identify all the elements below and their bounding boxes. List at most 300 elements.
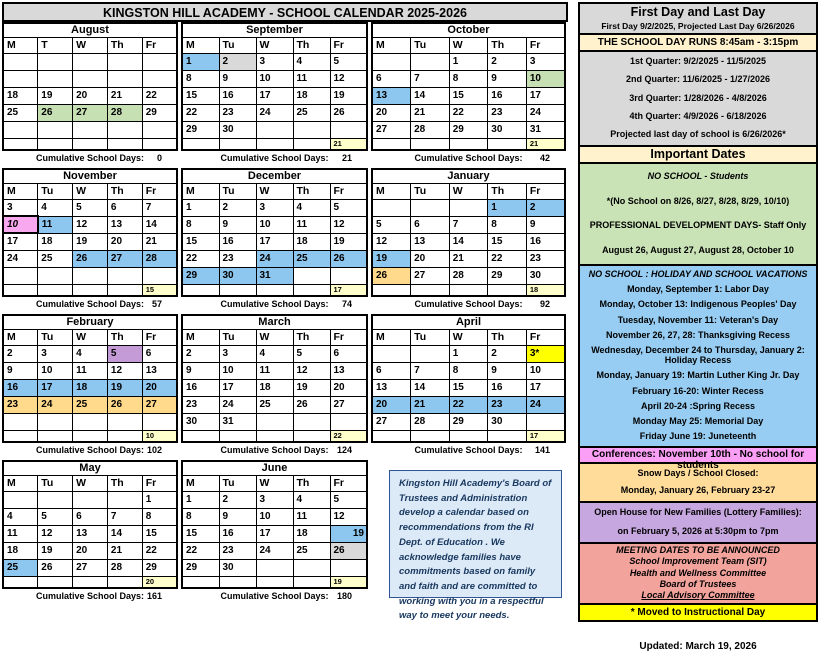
weekday-header: M: [372, 183, 411, 199]
footer-cell: [411, 138, 450, 150]
day-cell: [142, 53, 177, 70]
weekday-header: Tu: [38, 475, 73, 491]
day-cell: 15: [182, 233, 219, 250]
footer-cell: [449, 284, 488, 296]
cumulative-label: Cumulative School Days:: [414, 299, 523, 309]
weekday-header: Fr: [330, 475, 367, 491]
day-cell: [38, 413, 73, 430]
cumulative-days: [181, 299, 368, 312]
day-cell: [411, 199, 450, 216]
day-cell: [38, 70, 73, 87]
month-may: [2, 460, 178, 604]
footer-cell: [3, 430, 38, 442]
weekday-header: W: [449, 183, 488, 199]
sidebar-line: Board of Trustees: [659, 578, 737, 589]
day-cell: 25: [293, 542, 330, 559]
sidebar-line: February 16-20: Winter Recess: [632, 385, 764, 396]
sidebar-line: Important Dates: [650, 147, 746, 161]
weekday-header: Fr: [526, 37, 565, 53]
day-cell: 9: [488, 70, 527, 87]
school-days-count-cell: [142, 138, 177, 150]
day-cell: 5: [107, 345, 142, 362]
day-cell: [293, 121, 330, 138]
day-cell: 25: [73, 396, 108, 413]
sidebar-line: Snow Days / School Closed:: [637, 467, 759, 478]
day-cell: 29: [182, 559, 219, 576]
day-cell: [3, 70, 38, 87]
day-cell: 11: [73, 362, 108, 379]
day-cell: 1: [142, 491, 177, 508]
month-table: [181, 460, 368, 589]
day-cell: 27: [372, 121, 411, 138]
cumulative-label: Cumulative School Days:: [414, 445, 523, 455]
weekday-header: W: [73, 183, 108, 199]
weekday-header: Th: [488, 37, 527, 53]
day-cell: 13: [372, 379, 411, 396]
weekday-header: Tu: [219, 37, 256, 53]
calendar-area: [2, 2, 568, 622]
cumulative-days: [371, 299, 566, 312]
footer-cell: [107, 576, 142, 588]
weekday-header: Tu: [411, 183, 450, 199]
day-cell: 17: [526, 379, 565, 396]
day-cell: 14: [142, 216, 177, 233]
day-cell: 23: [219, 250, 256, 267]
day-cell: 18: [3, 542, 38, 559]
month-table: [2, 460, 178, 589]
day-cell: [142, 267, 177, 284]
day-cell: 2: [488, 53, 527, 70]
page-title: KINGSTON HILL ACADEMY - SCHOOL CALENDAR 2025-2026: [2, 2, 568, 22]
cumulative-label: Cumulative School Days:: [35, 445, 145, 455]
day-cell: 18: [293, 233, 330, 250]
day-cell: 19: [38, 87, 73, 104]
sidebar-section-school-day: [580, 35, 816, 52]
day-cell: 24: [256, 250, 293, 267]
day-cell: 9: [219, 216, 256, 233]
day-cell: 21: [449, 250, 488, 267]
day-cell: [107, 121, 142, 138]
day-cell: 2: [219, 53, 256, 70]
day-cell: 29: [449, 121, 488, 138]
weekday-header: T: [38, 37, 73, 53]
footer-cell: [73, 284, 108, 296]
day-cell: 15: [449, 87, 488, 104]
weekday-header: Th: [107, 183, 142, 199]
cumulative-days: [2, 445, 178, 458]
day-cell: 3: [256, 491, 293, 508]
month-title: April: [372, 315, 565, 329]
sidebar-line: Monday May 25: Memorial Day: [632, 416, 764, 427]
day-cell: 12: [330, 508, 367, 525]
sidebar-line: 1st Quarter: 9/2/2025 - 11/5/2025: [629, 56, 767, 67]
day-cell: 18: [293, 525, 330, 542]
school-days-count-cell: 21: [526, 138, 565, 150]
day-cell: 30: [488, 121, 527, 138]
sidebar-section-no-school-students: [580, 164, 816, 266]
day-cell: 8: [449, 70, 488, 87]
day-cell: 8: [488, 216, 527, 233]
sidebar-line: November 26, 27, 28: Thanksgiving Recess: [605, 329, 791, 340]
day-cell: 2: [3, 345, 38, 362]
sidebar-section-meetings: [580, 544, 816, 605]
weekday-header: M: [3, 183, 38, 199]
day-cell: 4: [293, 199, 330, 216]
day-cell: 13: [142, 362, 177, 379]
footer-cell: [372, 284, 411, 296]
sidebar-line: Tuesday, November 11: Veteran's Day: [617, 314, 779, 325]
cumulative-value: 102: [146, 445, 162, 455]
day-cell: 21: [142, 233, 177, 250]
footer-cell: [293, 138, 330, 150]
day-cell: 1: [182, 53, 219, 70]
day-cell: [372, 53, 411, 70]
month-november: [2, 168, 178, 312]
month-title: November: [3, 169, 177, 183]
sidebar-line: First Day and Last Day: [630, 4, 766, 19]
day-cell: 30: [219, 559, 256, 576]
day-cell: 14: [411, 379, 450, 396]
day-cell: 12: [38, 525, 73, 542]
sidebar-line: *(No School on 8/26, 8/27, 8/28, 8/29, 10/10): [606, 195, 790, 206]
weekday-header: W: [256, 329, 293, 345]
cumulative-value: 92: [539, 299, 550, 309]
month-title: August: [3, 23, 177, 37]
weekday-header: Fr: [142, 37, 177, 53]
day-cell: 19: [73, 233, 108, 250]
cumulative-days: [181, 591, 368, 604]
day-cell: 16: [219, 525, 256, 542]
sidebar-line: NO SCHOOL - Students: [647, 171, 749, 182]
cumulative-value: 161: [146, 591, 162, 601]
day-cell: [3, 53, 38, 70]
day-cell: 27: [411, 267, 450, 284]
sidebar-line: Health and Wellness Committee: [629, 567, 767, 578]
weekday-header: M: [182, 475, 219, 491]
footer-cell: [293, 576, 330, 588]
school-days-count-cell: 15: [142, 284, 177, 296]
weekday-header: Tu: [411, 329, 450, 345]
footer-cell: [38, 284, 73, 296]
day-cell: 19: [330, 525, 367, 542]
footer-cell: [3, 138, 38, 150]
day-cell: 9: [488, 362, 527, 379]
day-cell: 11: [3, 525, 38, 542]
weekday-header: Tu: [219, 183, 256, 199]
day-cell: 20: [411, 250, 450, 267]
day-cell: 9: [526, 216, 565, 233]
sidebar-line: Projected last day of school is 6/26/2026*: [610, 128, 786, 139]
day-cell: 11: [38, 216, 73, 233]
sidebar-line: 3rd Quarter: 1/28/2026 - 4/8/2026: [629, 92, 767, 103]
day-cell: 20: [372, 104, 411, 121]
day-cell: 4: [256, 345, 293, 362]
day-cell: 27: [73, 559, 108, 576]
weekday-header: M: [372, 37, 411, 53]
day-cell: [107, 70, 142, 87]
day-cell: 17: [256, 233, 293, 250]
day-cell: 26: [38, 104, 73, 121]
day-cell: 11: [293, 508, 330, 525]
weekday-header: W: [73, 37, 108, 53]
day-cell: [73, 121, 108, 138]
day-cell: 17: [256, 525, 293, 542]
day-cell: 22: [488, 250, 527, 267]
day-cell: 18: [293, 87, 330, 104]
footer-cell: [3, 576, 38, 588]
day-cell: 4: [38, 199, 73, 216]
footer-cell: [411, 430, 450, 442]
day-cell: [107, 413, 142, 430]
day-cell: 20: [107, 233, 142, 250]
board-note: Kingston Hill Academy's Board of Trustees and Administration develop a calendar based on recommendations from the RI Dept. of Education . We acknowledge families have commitments based on family and faith and are committed to working with you in a respectful way to meet your needs.: [389, 470, 562, 598]
day-cell: 9: [3, 362, 38, 379]
school-days-count-cell: 17: [526, 430, 565, 442]
sidebar-line: Conferences: November 10th - No school for students: [591, 449, 805, 471]
month-title: June: [182, 461, 367, 475]
day-cell: 17: [3, 233, 38, 250]
footer-cell: [372, 138, 411, 150]
month-january: [371, 168, 566, 312]
footer-cell: [219, 284, 256, 296]
day-cell: 24: [219, 396, 256, 413]
day-cell: [372, 345, 411, 362]
day-cell: 16: [488, 379, 527, 396]
footer-cell: [219, 576, 256, 588]
sidebar-section-important-dates: [580, 147, 816, 164]
day-cell: 21: [411, 396, 450, 413]
day-cell: 7: [142, 199, 177, 216]
day-cell: 4: [293, 491, 330, 508]
weekday-header: W: [449, 329, 488, 345]
cumulative-days: [2, 299, 178, 312]
day-cell: 3*: [526, 345, 565, 362]
cumulative-value: 74: [341, 299, 352, 309]
day-cell: 13: [330, 362, 367, 379]
day-cell: 24: [38, 396, 73, 413]
day-cell: [142, 121, 177, 138]
day-cell: [73, 267, 108, 284]
day-cell: 25: [293, 250, 330, 267]
month-title: March: [182, 315, 367, 329]
sidebar-line: NO SCHOOL : HOLIDAY AND SCHOOL VACATIONS: [588, 268, 808, 279]
day-cell: 27: [107, 250, 142, 267]
day-cell: 20: [73, 87, 108, 104]
day-cell: 23: [526, 250, 565, 267]
day-cell: 9: [182, 362, 219, 379]
weekday-header: Tu: [38, 183, 73, 199]
day-cell: 19: [330, 87, 367, 104]
weekday-header: Fr: [330, 37, 367, 53]
day-cell: 2: [488, 345, 527, 362]
weekday-header: W: [256, 37, 293, 53]
day-cell: 3: [256, 199, 293, 216]
day-cell: 5: [330, 199, 367, 216]
weekday-header: Fr: [142, 183, 177, 199]
day-cell: 27: [73, 104, 108, 121]
footer-cell: [107, 138, 142, 150]
sidebar-line: Monday, January 26, February 23-27: [620, 485, 776, 496]
weekday-header: Th: [107, 475, 142, 491]
cumulative-label: Cumulative School Days:: [220, 591, 329, 601]
day-cell: 24: [3, 250, 38, 267]
day-cell: 24: [256, 542, 293, 559]
weekday-header: Th: [293, 37, 330, 53]
day-cell: 25: [256, 396, 293, 413]
day-cell: 28: [107, 104, 142, 121]
month-title: May: [3, 461, 177, 475]
day-cell: 8: [182, 216, 219, 233]
day-cell: 3: [219, 345, 256, 362]
day-cell: 16: [219, 87, 256, 104]
sidebar-line: 4th Quarter: 4/9/2026 - 6/18/2026: [629, 110, 767, 121]
day-cell: [526, 413, 565, 430]
day-cell: 29: [182, 267, 219, 284]
day-cell: 1: [449, 345, 488, 362]
day-cell: 30: [182, 413, 219, 430]
day-cell: [107, 267, 142, 284]
weekday-header: W: [73, 329, 108, 345]
day-cell: 31: [526, 121, 565, 138]
day-cell: 6: [73, 508, 108, 525]
month-table: [2, 314, 178, 443]
day-cell: 30: [219, 267, 256, 284]
day-cell: 31: [256, 267, 293, 284]
day-cell: 2: [182, 345, 219, 362]
footer-cell: [256, 284, 293, 296]
cumulative-value: 21: [341, 153, 352, 163]
day-cell: 17: [38, 379, 73, 396]
day-cell: 17: [256, 87, 293, 104]
footer-cell: [182, 576, 219, 588]
day-cell: 5: [372, 216, 411, 233]
footer-cell: [219, 430, 256, 442]
footer-cell: [3, 284, 38, 296]
day-cell: 14: [411, 87, 450, 104]
school-days-count-cell: 22: [330, 430, 367, 442]
day-cell: 14: [449, 233, 488, 250]
day-cell: 29: [142, 104, 177, 121]
day-cell: 10: [256, 70, 293, 87]
day-cell: 27: [142, 396, 177, 413]
day-cell: 25: [38, 250, 73, 267]
day-cell: 11: [256, 362, 293, 379]
day-cell: 29: [142, 559, 177, 576]
day-cell: 1: [449, 53, 488, 70]
day-cell: 18: [256, 379, 293, 396]
day-cell: [73, 70, 108, 87]
footer-cell: [182, 138, 219, 150]
day-cell: 26: [372, 267, 411, 284]
day-cell: 1: [488, 199, 527, 216]
cumulative-label: Cumulative School Days:: [220, 299, 329, 309]
day-cell: 24: [526, 104, 565, 121]
footer-cell: [73, 138, 108, 150]
weekday-header: Fr: [330, 183, 367, 199]
footer-cell: [38, 576, 73, 588]
day-cell: 8: [142, 508, 177, 525]
day-cell: [330, 559, 367, 576]
sidebar: [578, 2, 818, 622]
day-cell: 6: [372, 70, 411, 87]
day-cell: 23: [488, 396, 527, 413]
weekday-header: W: [256, 475, 293, 491]
sidebar-line: First Day 9/2/2025, Projected Last Day 6/26/2026: [601, 20, 795, 31]
day-cell: 17: [219, 379, 256, 396]
day-cell: 20: [372, 396, 411, 413]
day-cell: 13: [411, 233, 450, 250]
day-cell: 22: [449, 396, 488, 413]
footer-cell: [449, 430, 488, 442]
day-cell: 22: [142, 542, 177, 559]
footer-cell: [73, 430, 108, 442]
month-title: January: [372, 169, 565, 183]
sidebar-line: on February 5, 2026 at 5:30pm to 7pm: [617, 525, 779, 536]
day-cell: 30: [219, 121, 256, 138]
day-cell: 19: [107, 379, 142, 396]
cumulative-label: Cumulative School Days:: [220, 153, 329, 163]
weekday-header: Tu: [219, 475, 256, 491]
day-cell: 22: [182, 250, 219, 267]
month-december: [181, 168, 368, 312]
day-cell: 3: [3, 199, 38, 216]
updated-date: Updated: March 19, 2026: [639, 641, 757, 652]
footer-cell: [182, 284, 219, 296]
month-table: [371, 168, 566, 297]
day-cell: 11: [293, 216, 330, 233]
month-october: [371, 22, 566, 166]
day-cell: 10: [219, 362, 256, 379]
sidebar-section-quarters: [580, 52, 816, 147]
day-cell: 8: [449, 362, 488, 379]
school-days-count-cell: 18: [526, 284, 565, 296]
day-cell: 24: [256, 104, 293, 121]
day-cell: 10: [256, 216, 293, 233]
day-cell: 20: [73, 542, 108, 559]
cumulative-days: [371, 153, 566, 166]
month-june: [181, 460, 368, 604]
day-cell: 23: [3, 396, 38, 413]
cumulative-days: [181, 445, 368, 458]
day-cell: [3, 491, 38, 508]
weekday-header: M: [182, 37, 219, 53]
sidebar-line: Monday, September 1: Labor Day: [627, 283, 769, 294]
day-cell: 10: [3, 216, 38, 233]
day-cell: 11: [293, 70, 330, 87]
sidebar-line: Monday, October 13: Indigenous Peoples' Day: [599, 299, 797, 310]
day-cell: 20: [330, 379, 367, 396]
month-august: [2, 22, 178, 166]
day-cell: 1: [182, 199, 219, 216]
cumulative-label: Cumulative School Days:: [35, 299, 145, 309]
day-cell: 18: [3, 87, 38, 104]
day-cell: 2: [219, 491, 256, 508]
day-cell: 12: [372, 233, 411, 250]
day-cell: [107, 53, 142, 70]
day-cell: 22: [449, 104, 488, 121]
cumulative-value: 124: [336, 445, 352, 455]
day-cell: 18: [38, 233, 73, 250]
day-cell: [330, 267, 367, 284]
sidebar-line: April 20-24 :Spring Recess: [640, 400, 756, 411]
weekday-header: Th: [488, 329, 527, 345]
day-cell: [411, 345, 450, 362]
day-cell: 3: [38, 345, 73, 362]
day-cell: 22: [182, 542, 219, 559]
cumulative-value: 42: [539, 153, 550, 163]
month-september: [181, 22, 368, 166]
month-table: [181, 22, 368, 151]
